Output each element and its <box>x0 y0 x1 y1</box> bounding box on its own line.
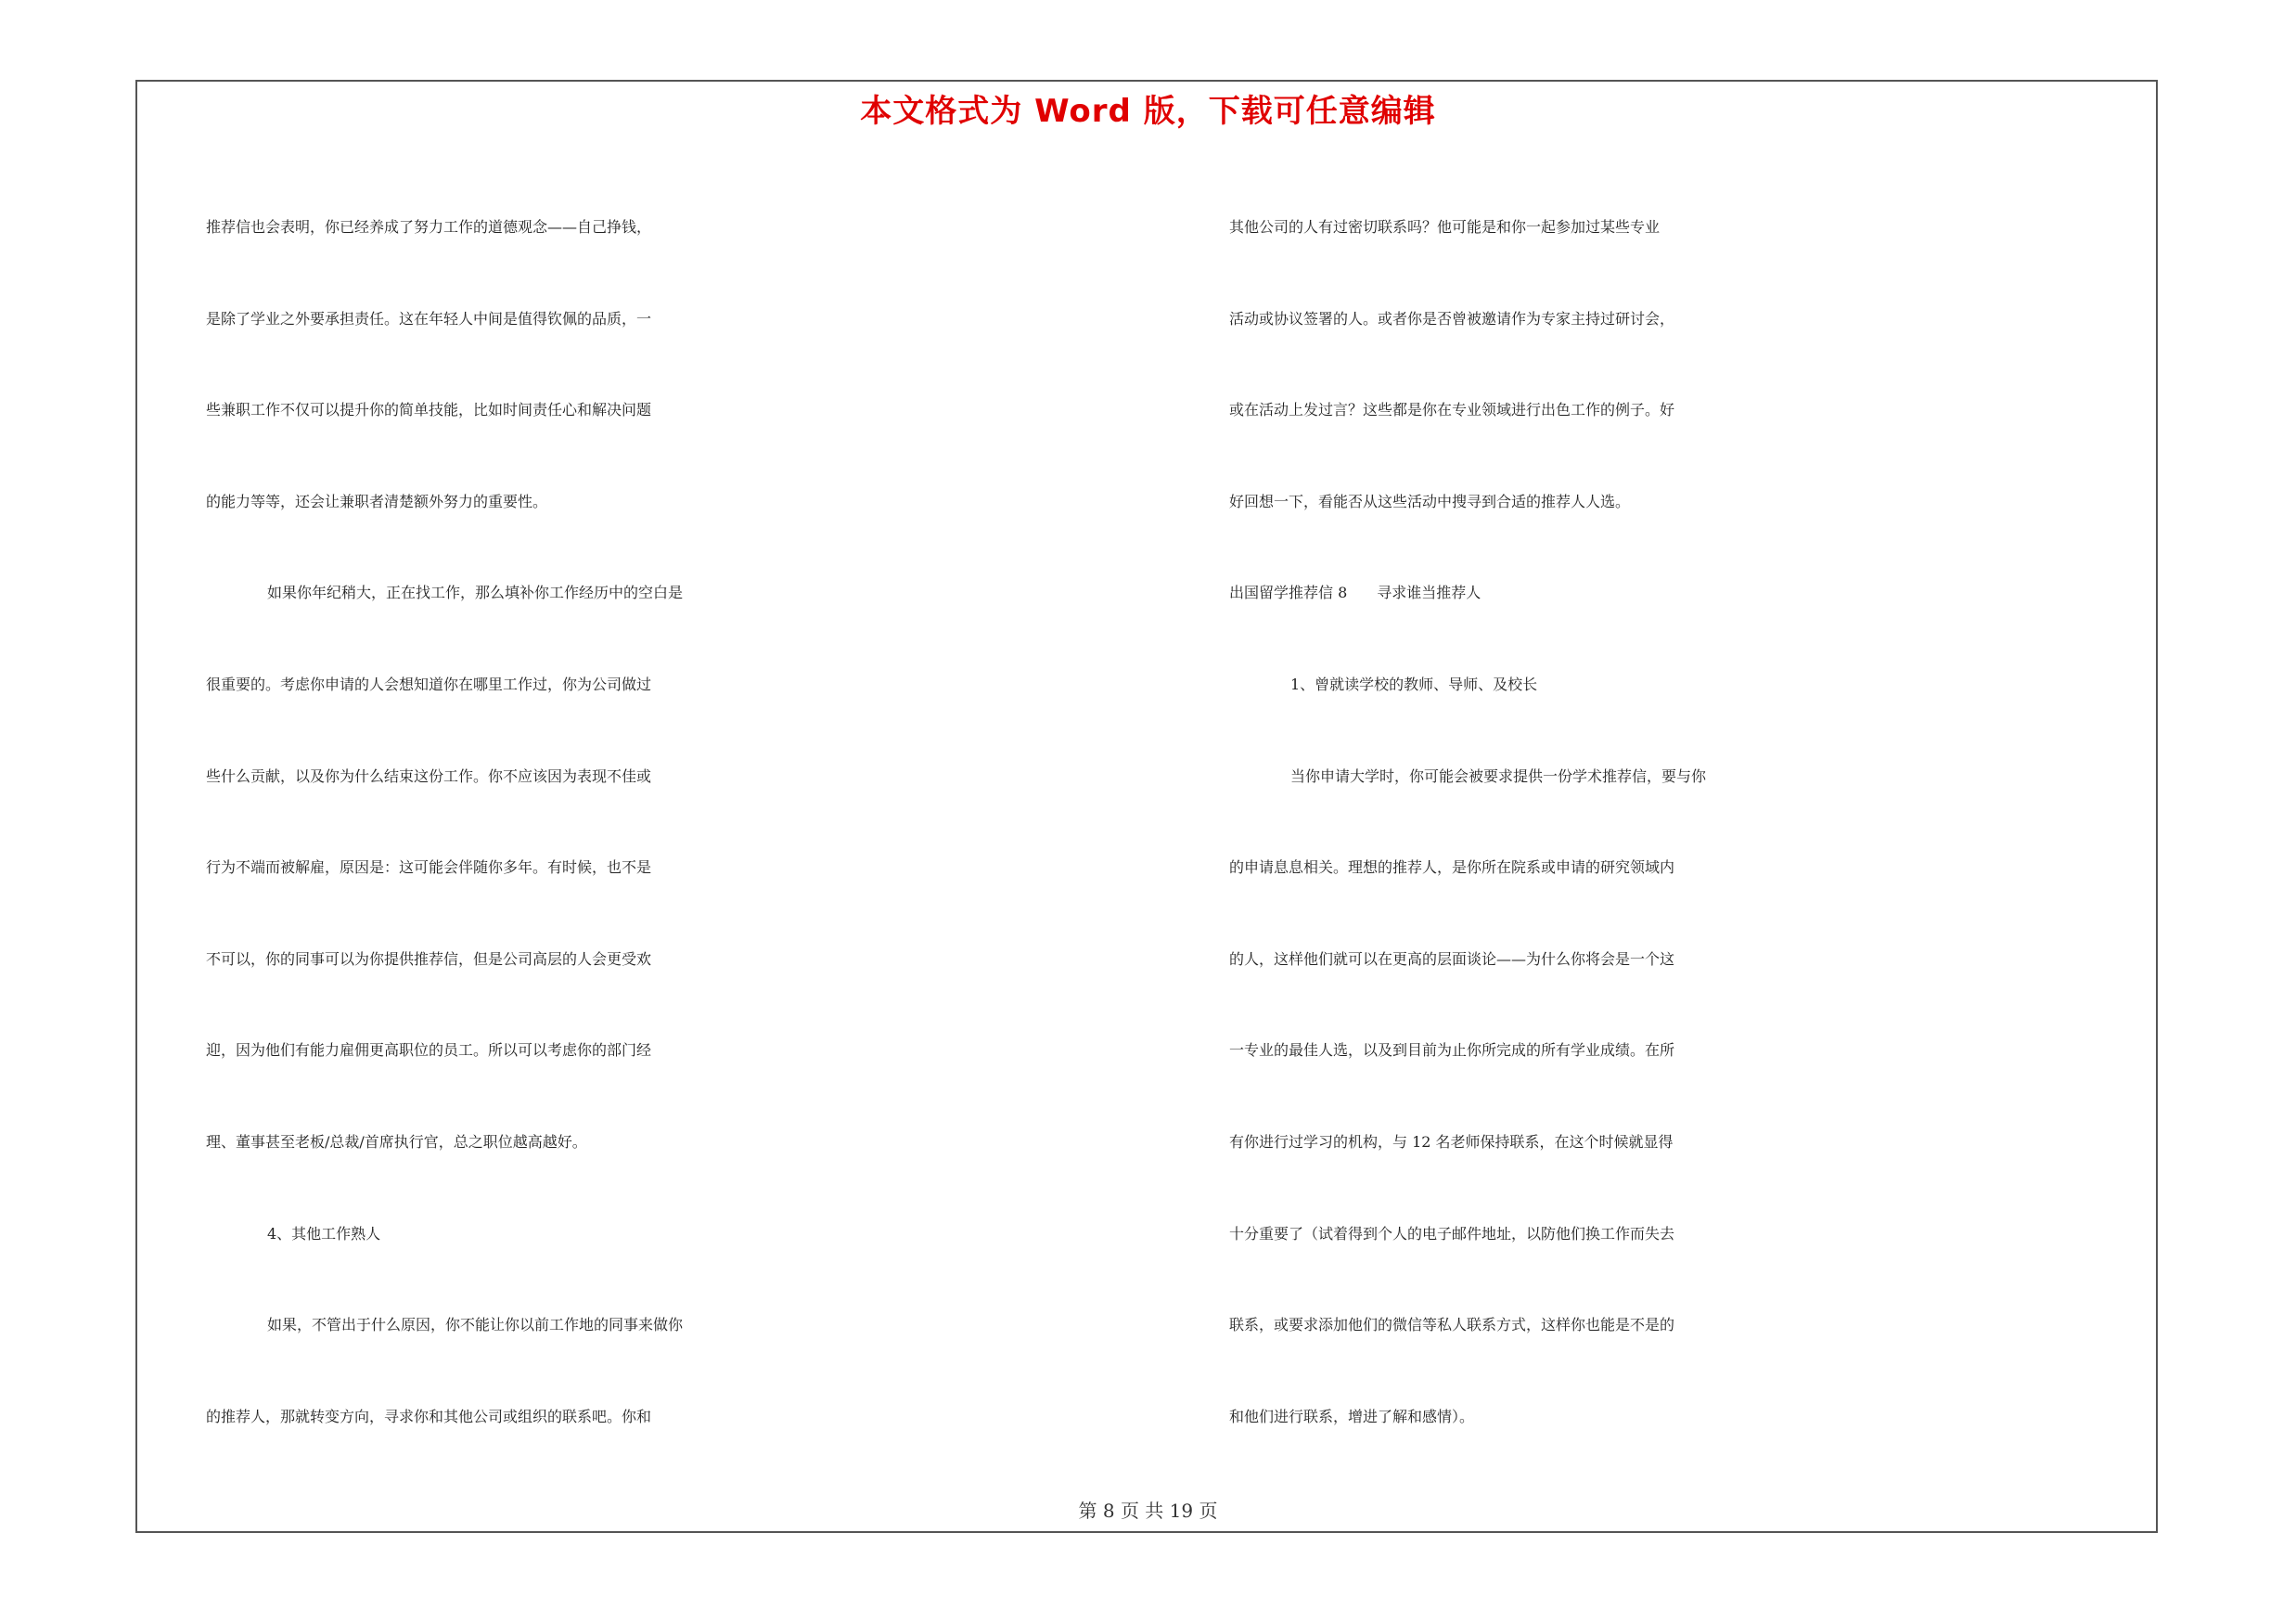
text-line: 不可以，你的同事可以为你提供推荐信，但是公司高层的人会更受欢 <box>206 949 652 968</box>
left-column <box>206 182 1134 1462</box>
text-line: 是除了学业之外要承担责任。这在年轻人中间是值得钦佩的品质，一 <box>206 309 652 328</box>
text-line: 很重要的。考虑你申请的人会想知道你在哪里工作过，你为公司做过 <box>206 675 652 693</box>
text-line: 的申请息息相关。理想的推荐人，是你所在院系或申请的研究领域内 <box>1229 858 1675 877</box>
text-line: 好回想一下，看能否从这些活动中搜寻到合适的推荐人人选。 <box>1229 492 1631 510</box>
text-line: 如果，不管出于什么原因，你不能让你以前工作地的同事来做你 <box>267 1316 684 1334</box>
text-line: 行为不端而被解雇，原因是：这可能会伴随你多年。有时候，也不是 <box>206 858 652 877</box>
text-line: 活动或协议签署的人。或者你是否曾被邀请作为专家主持过研讨会， <box>1229 309 1675 328</box>
text-line: 和他们进行联系，增进了解和感情）。 <box>1229 1407 1475 1425</box>
page-number: 第 8 页 共 19 页 <box>1078 1500 1218 1522</box>
section-heading: 4、其他工作熟人 <box>267 1224 381 1243</box>
text-line: 有你进行过学习的机构，与 12 名老师保持联系，在这个时候就显得 <box>1229 1132 1674 1151</box>
text-line: 理、董事甚至老板/总裁/首席执行官，总之职位越高越好。 <box>206 1132 587 1151</box>
text-line: 或在活动上发过言？这些都是你在专业领域进行出色工作的例子。好 <box>1229 401 1675 419</box>
text-line: 其他公司的人有过密切联系吗？他可能是和你一起参加过某些专业 <box>1229 218 1661 236</box>
text-line: 一专业的最佳人选，以及到目前为止你所完成的所有学业成绩。在所 <box>1229 1041 1675 1060</box>
text-line: 些什么贡献，以及你为什么结束这份工作。你不应该因为表现不佳或 <box>206 766 652 785</box>
right-column <box>1229 182 2157 1462</box>
section-heading: 1、曾就读学校的教师、导师、及校长 <box>1290 675 1538 693</box>
text-line: 些兼职工作不仅可以提升你的简单技能，比如时间责任心和解决问题 <box>206 401 652 419</box>
text-line: 当你申请大学时，你可能会被要求提供一份学术推荐信，要与你 <box>1290 766 1707 785</box>
text-line: 十分重要了（试着得到个人的电子邮件地址，以防他们换工作而失去 <box>1229 1224 1675 1243</box>
text-line: 的推荐人，那就转变方向，寻求你和其他公司或组织的联系吧。你和 <box>206 1407 652 1425</box>
text-line: 联系，或要求添加他们的微信等私人联系方式，这样你也能是不是的 <box>1229 1316 1675 1334</box>
text-line: 如果你年纪稍大，正在找工作，那么填补你工作经历中的空白是 <box>267 584 684 602</box>
format-banner: 本文格式为 Word 版，下载可任意编辑 <box>860 93 1436 130</box>
text-line: 推荐信也会表明，你已经养成了努力工作的道德观念——自己挣钱， <box>206 218 652 236</box>
text-line: 的能力等等，还会让兼职者清楚额外努力的重要性。 <box>206 492 548 510</box>
text-line: 的人，这样他们就可以在更高的层面谈论——为什么你将会是一个这 <box>1229 949 1675 968</box>
text-line: 迎，因为他们有能力雇佣更高职位的员工。所以可以考虑你的部门经 <box>206 1041 652 1060</box>
section-title: 出国留学推荐信 8 寻求谁当推荐人 <box>1229 584 1481 602</box>
